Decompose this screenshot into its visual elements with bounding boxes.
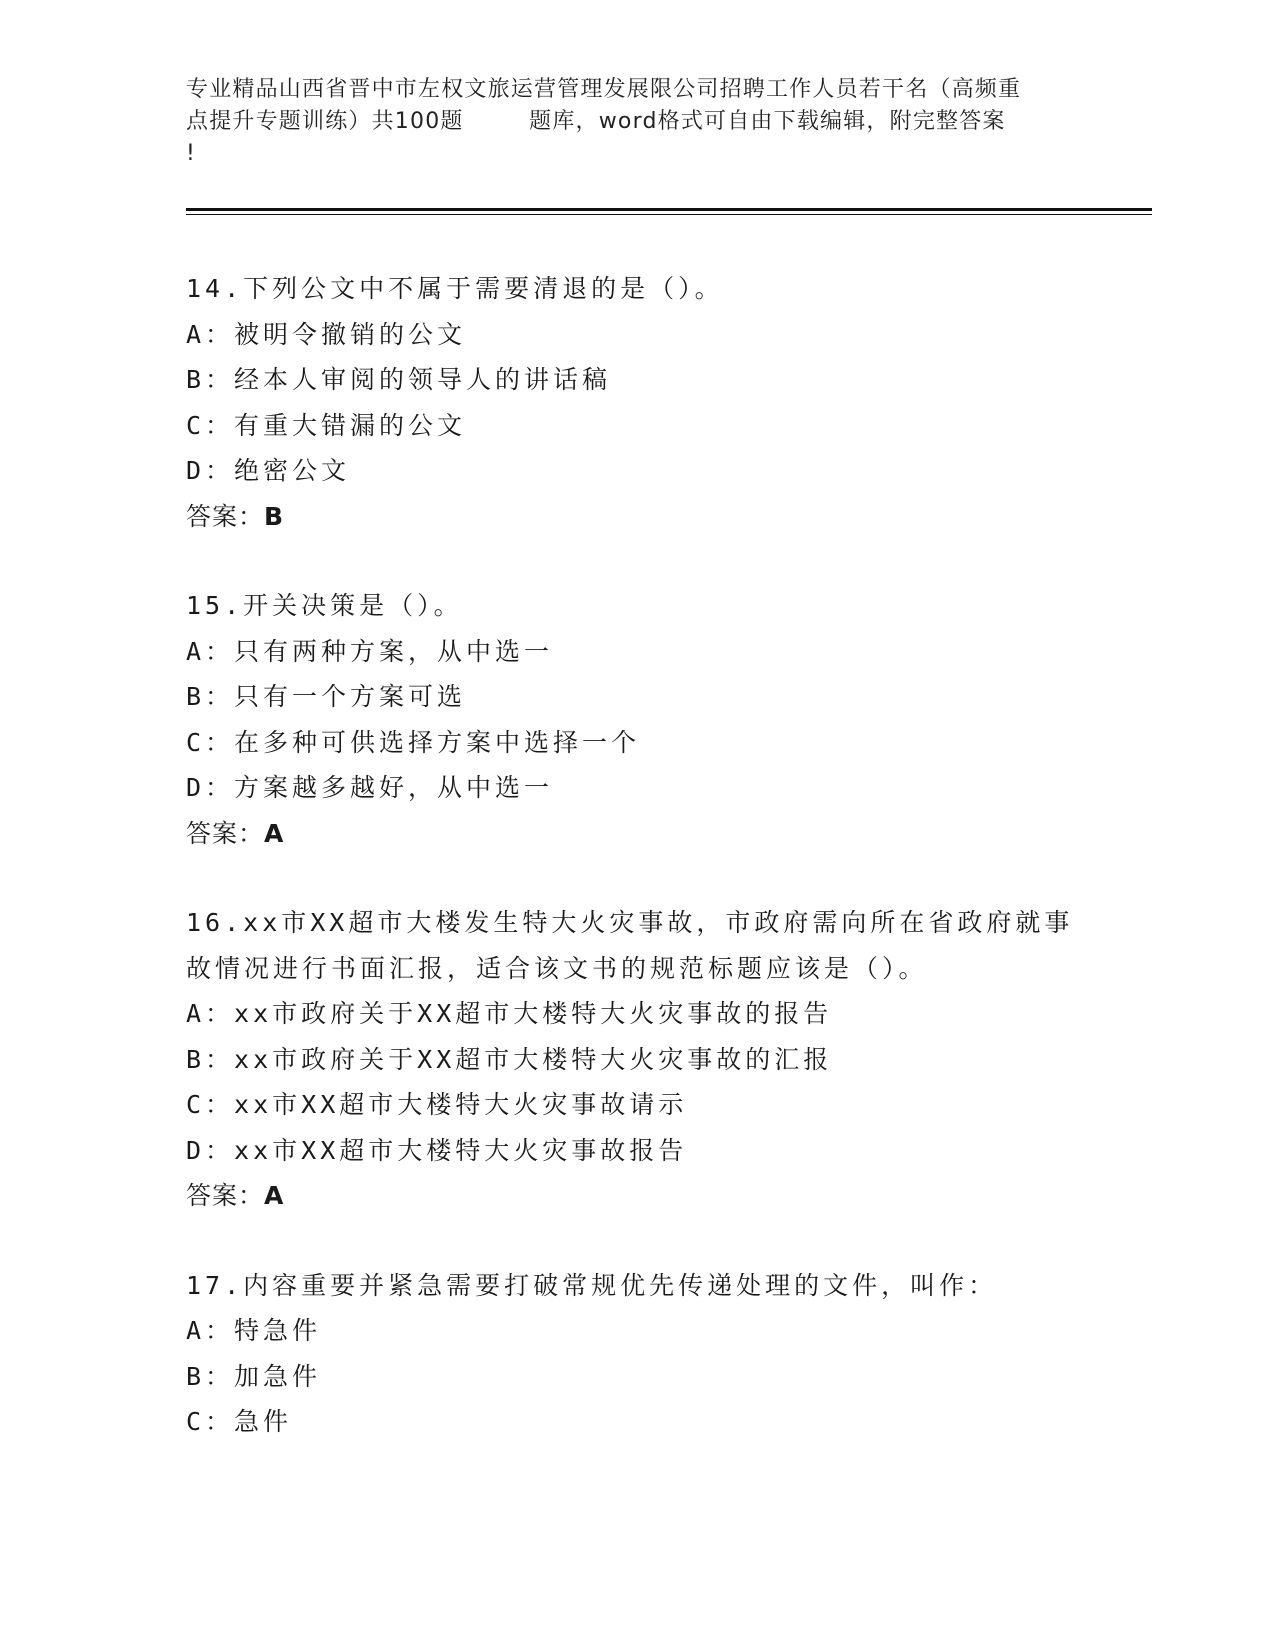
header-line-2: 点提升专题训练）共100题 题库，word格式可自由下载编辑，附完整答案 bbox=[186, 109, 1006, 134]
option-b: B：加急件 bbox=[186, 1361, 322, 1391]
option-a: A：被明令撤销的公文 bbox=[186, 319, 467, 349]
option-d: D：方案越多越好，从中选一 bbox=[186, 773, 554, 802]
option-b: B：经本人审阅的领导人的讲话稿 bbox=[186, 365, 612, 394]
question-list bbox=[186, 266, 1106, 1489]
answer-line bbox=[186, 494, 1106, 540]
question-stem: 15.开关决策是（）。 bbox=[186, 591, 463, 620]
answer-value: A bbox=[264, 1181, 285, 1210]
question-stem: 14.下列公文中不属于需要清退的是（）。 bbox=[186, 274, 724, 303]
option-c: C：在多种可供选择方案中选择一个 bbox=[186, 727, 641, 757]
question-16 bbox=[186, 900, 1106, 1219]
option-d: D：xx市XX超市大楼特大火灾事故报告 bbox=[186, 1135, 688, 1165]
answer-label: 答案： bbox=[186, 1181, 265, 1210]
answer-label: 答案： bbox=[186, 818, 265, 848]
question-stem-line-1: 16.xx市XX超市大楼发生特大火灾事故，市政府需向所在省政府就事 bbox=[186, 908, 1074, 937]
option-d: D：绝密公文 bbox=[186, 456, 351, 485]
header-divider-thin bbox=[186, 214, 1152, 215]
header-line-3: ! bbox=[186, 141, 197, 166]
option-a: A：xx市政府关于XX超市大楼特大火灾事故的报告 bbox=[186, 999, 833, 1028]
answer-line bbox=[186, 811, 1106, 857]
question-15 bbox=[186, 583, 1106, 856]
option-c: C：急件 bbox=[186, 1407, 293, 1436]
option-c: C：xx市XX超市大楼特大火灾事故请示 bbox=[186, 1090, 688, 1119]
option-a: A：特急件 bbox=[186, 1316, 322, 1345]
answer-label: 答案： bbox=[186, 501, 265, 531]
answer-value: A bbox=[264, 818, 285, 848]
answer-value: B bbox=[264, 501, 285, 531]
question-stem-line-2: 故情况进行书面汇报，适合该文书的规范标题应该是（）。 bbox=[186, 953, 928, 983]
answer-line bbox=[186, 1173, 1106, 1219]
header-divider-thick bbox=[186, 208, 1152, 211]
question-14 bbox=[186, 266, 1106, 539]
question-17 bbox=[186, 1263, 1106, 1445]
option-a: A：只有两种方案，从中选一 bbox=[186, 636, 554, 666]
header-line-1: 专业精品山西省晋中市左权文旅运营管理发展限公司招聘工作人员若干名（高频重 bbox=[186, 77, 1022, 102]
option-c: C：有重大错漏的公文 bbox=[186, 410, 467, 440]
question-stem: 17.内容重要并紧急需要打破常规优先传递处理的文件，叫作： bbox=[186, 1270, 998, 1300]
option-b: B：只有一个方案可选 bbox=[186, 682, 467, 711]
option-b: B：xx市政府关于XX超市大楼特大火灾事故的汇报 bbox=[186, 1044, 833, 1074]
document-header bbox=[186, 74, 1086, 170]
